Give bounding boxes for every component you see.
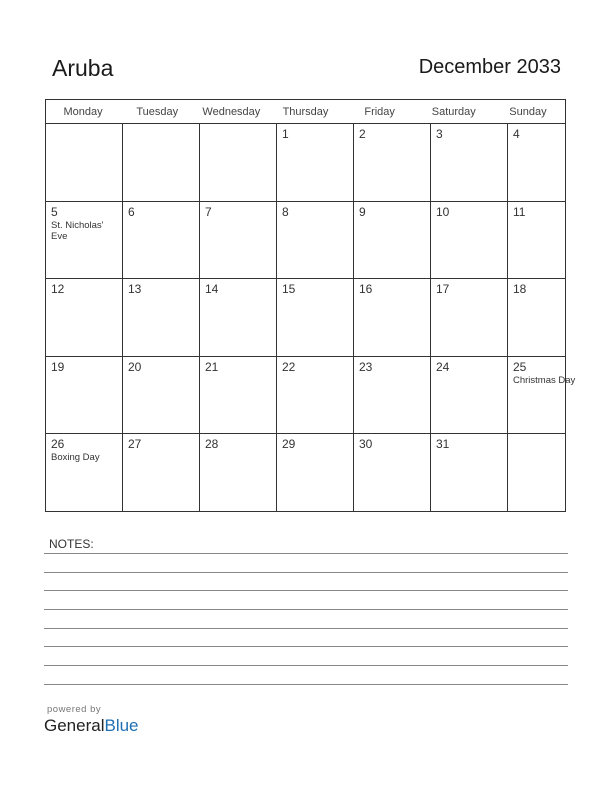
- weekday-friday: Friday: [364, 106, 395, 118]
- day-number: 14: [205, 282, 219, 297]
- day-number: 8: [282, 204, 289, 219]
- weekday-thursday: Thursday: [282, 106, 329, 118]
- week-row-4: [46, 357, 576, 435]
- day-cell: [354, 124, 431, 201]
- day-cell: [200, 124, 277, 201]
- day-cell: [123, 124, 200, 201]
- week-row-2: [46, 202, 565, 280]
- month-title: December 2033: [418, 56, 561, 78]
- day-cell: [431, 279, 508, 356]
- day-cell: [508, 434, 584, 512]
- day-cell: [354, 202, 431, 279]
- day-number: 21: [205, 359, 219, 374]
- day-cell: [123, 202, 200, 279]
- weekday-saturday: Saturday: [431, 106, 476, 118]
- brand-name-blue: Blue: [104, 716, 139, 735]
- day-cell: [508, 124, 584, 201]
- day-number: 9: [359, 204, 366, 219]
- day-cell: [354, 434, 431, 512]
- weekday-header-row: [46, 100, 565, 124]
- day-cell: [123, 434, 200, 512]
- note-line: [44, 646, 568, 647]
- day-cell: [431, 124, 508, 201]
- week-row-5: [46, 434, 565, 512]
- day-number: 12: [51, 282, 65, 297]
- day-number: 24: [436, 359, 450, 374]
- day-cell: [508, 279, 584, 356]
- day-number: 18: [513, 282, 527, 297]
- day-number: 17: [436, 282, 450, 297]
- day-cell: [431, 434, 508, 512]
- day-cell: [200, 202, 277, 279]
- weekday-sunday: Sunday: [509, 106, 547, 118]
- brand-logo: [44, 704, 139, 736]
- day-cell: [46, 434, 123, 512]
- day-cell: [46, 202, 123, 279]
- day-cell: [431, 202, 508, 279]
- holiday-label: Christmas Day: [513, 374, 576, 386]
- day-cell: [354, 279, 431, 356]
- day-cell: [277, 279, 354, 356]
- weekday-tuesday: Tuesday: [136, 106, 179, 118]
- day-cell: [277, 357, 354, 434]
- day-cell: [46, 279, 123, 356]
- day-number: 22: [282, 359, 296, 374]
- note-line: [44, 665, 568, 666]
- day-cell: [46, 124, 123, 201]
- day-cell: [123, 357, 200, 434]
- day-number: 2: [359, 127, 366, 141]
- note-line: [44, 572, 568, 573]
- week-row-1: [46, 124, 565, 202]
- day-number: 15: [282, 282, 296, 297]
- day-number: 31: [436, 437, 450, 452]
- day-number: 13: [128, 282, 142, 297]
- holiday-label: Boxing Day: [51, 452, 100, 464]
- note-line: [44, 609, 568, 610]
- country-title: Aruba: [52, 55, 114, 81]
- note-line: [44, 553, 568, 554]
- day-cell: [200, 434, 277, 512]
- day-number: 7: [205, 204, 212, 219]
- day-number: 4: [513, 127, 520, 141]
- weekday-wednesday: Wednesday: [202, 106, 261, 118]
- day-number: 5: [51, 204, 58, 219]
- day-number: 27: [128, 437, 142, 452]
- day-cell: [354, 357, 431, 434]
- day-cell: [277, 202, 354, 279]
- day-cell: [431, 357, 508, 434]
- note-line: [44, 684, 568, 685]
- week-row-3: [46, 279, 565, 357]
- day-cell: [46, 357, 123, 434]
- day-cell: [508, 202, 584, 279]
- day-number: 11: [513, 204, 526, 219]
- powered-by-text: powered by: [47, 704, 102, 715]
- day-number: 19: [51, 359, 65, 374]
- note-line: [44, 590, 568, 591]
- day-number: 25: [513, 359, 527, 374]
- day-cell: [200, 279, 277, 356]
- day-cell: [200, 357, 277, 434]
- weekday-monday: Monday: [63, 106, 103, 118]
- day-number: 26: [51, 437, 65, 452]
- note-line: [44, 628, 568, 629]
- day-number: 28: [205, 437, 219, 452]
- notes-label: NOTES:: [49, 537, 94, 551]
- day-number: 16: [359, 282, 373, 297]
- day-cell: [277, 434, 354, 512]
- day-number: 23: [359, 359, 373, 374]
- brand-name: [44, 716, 139, 736]
- holiday-label: St. Nicholas' Eve: [51, 219, 104, 242]
- day-number: 1: [282, 127, 289, 141]
- brand-name-general: General: [44, 716, 105, 735]
- day-cell: [277, 124, 354, 201]
- day-number: 30: [359, 437, 373, 452]
- calendar-grid: [45, 99, 576, 512]
- day-number: 10: [436, 204, 450, 219]
- day-cell: [508, 357, 584, 434]
- day-number: 29: [282, 437, 296, 452]
- day-cell: [123, 279, 200, 356]
- day-number: 3: [436, 127, 443, 141]
- day-number: 20: [128, 359, 142, 374]
- day-number: 6: [128, 204, 135, 219]
